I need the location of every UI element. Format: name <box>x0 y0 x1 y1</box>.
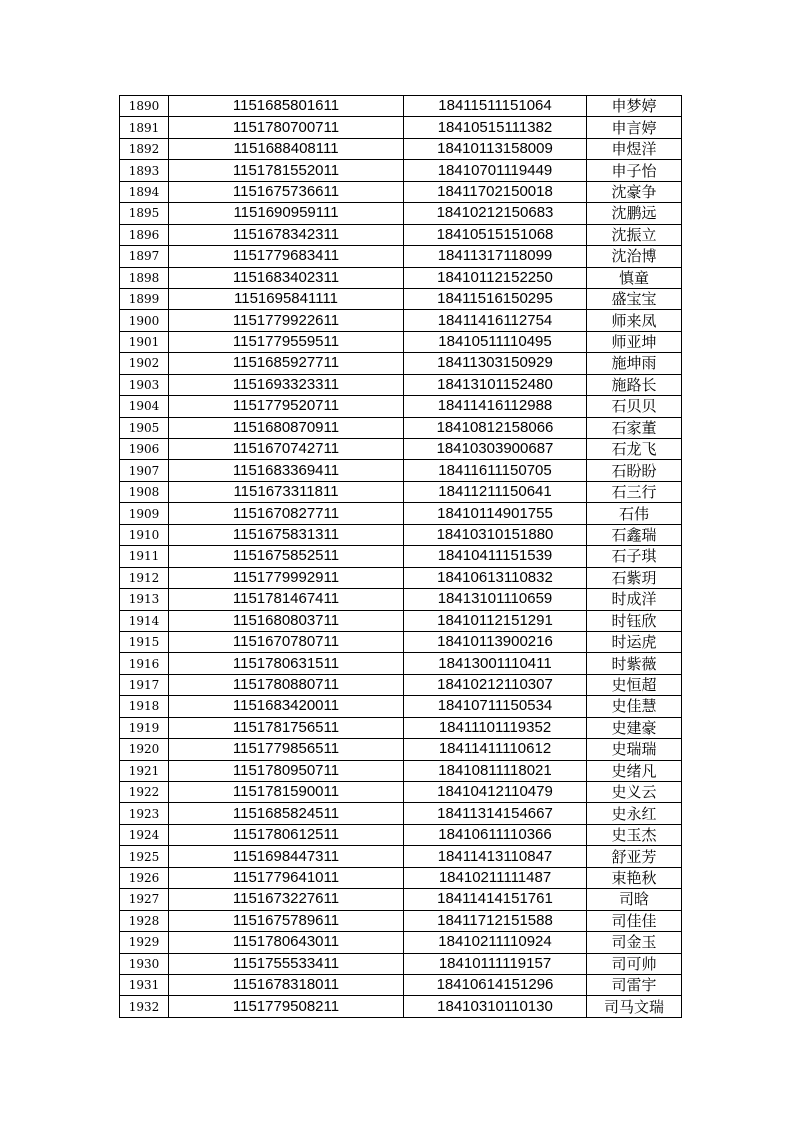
id-number-cell: 1151779992911 <box>169 567 404 588</box>
id-number-cell: 1151780950711 <box>169 760 404 781</box>
table-row <box>120 96 682 117</box>
table-row <box>120 717 682 738</box>
table-row <box>120 589 682 610</box>
name-cell: 石盼盼 <box>587 460 682 481</box>
row-index-cell: 1902 <box>120 353 169 374</box>
row-index-cell: 1909 <box>120 503 169 524</box>
table-row <box>120 288 682 309</box>
table-row <box>120 867 682 888</box>
row-index-cell: 1897 <box>120 246 169 267</box>
row-index-cell: 1895 <box>120 203 169 224</box>
id-number-cell: 1151698447311 <box>169 846 404 867</box>
row-index-cell: 1892 <box>120 138 169 159</box>
id-number-cell: 1151675736611 <box>169 181 404 202</box>
registration-number-cell: 18411416112988 <box>404 396 587 417</box>
table-row <box>120 481 682 502</box>
name-cell: 史恒超 <box>587 674 682 695</box>
registration-number-cell: 18411611150705 <box>404 460 587 481</box>
name-cell: 沈振立 <box>587 224 682 245</box>
id-number-cell: 1151683420011 <box>169 696 404 717</box>
row-index-cell: 1907 <box>120 460 169 481</box>
row-index-cell: 1927 <box>120 889 169 910</box>
id-number-cell: 1151673227611 <box>169 889 404 910</box>
table-row <box>120 782 682 803</box>
name-cell: 时运虎 <box>587 631 682 652</box>
registration-number-cell: 18410112152250 <box>404 267 587 288</box>
id-number-cell: 1151693323311 <box>169 374 404 395</box>
registration-number-cell: 18410111119157 <box>404 953 587 974</box>
name-cell: 慎童 <box>587 267 682 288</box>
table-row <box>120 460 682 481</box>
name-cell: 史建豪 <box>587 717 682 738</box>
table-row <box>120 546 682 567</box>
name-cell: 司晗 <box>587 889 682 910</box>
table-row <box>120 503 682 524</box>
row-index-cell: 1917 <box>120 674 169 695</box>
row-index-cell: 1906 <box>120 439 169 460</box>
name-cell: 沈豪争 <box>587 181 682 202</box>
registration-number-cell: 18410611110366 <box>404 824 587 845</box>
registration-number-cell: 18410515151068 <box>404 224 587 245</box>
table-row <box>120 803 682 824</box>
registration-number-cell: 18410411151539 <box>404 546 587 567</box>
registration-number-cell: 18411101119352 <box>404 717 587 738</box>
name-cell: 史玉杰 <box>587 824 682 845</box>
registration-number-cell: 18410515111382 <box>404 117 587 138</box>
id-number-cell: 1151678318011 <box>169 974 404 995</box>
row-index-cell: 1912 <box>120 567 169 588</box>
row-index-cell: 1900 <box>120 310 169 331</box>
row-index-cell: 1893 <box>120 160 169 181</box>
name-cell: 舒亚芳 <box>587 846 682 867</box>
row-index-cell: 1899 <box>120 288 169 309</box>
table-row <box>120 246 682 267</box>
table-row <box>120 953 682 974</box>
name-cell: 申言婷 <box>587 117 682 138</box>
id-number-cell: 1151673311811 <box>169 481 404 502</box>
id-number-cell: 1151680870911 <box>169 417 404 438</box>
table-row <box>120 910 682 931</box>
registration-number-cell: 18411516150295 <box>404 288 587 309</box>
table-row <box>120 138 682 159</box>
id-number-cell: 1151779856511 <box>169 739 404 760</box>
registration-number-cell: 18411303150929 <box>404 353 587 374</box>
id-number-cell: 1151781467411 <box>169 589 404 610</box>
registration-number-cell: 18410212150683 <box>404 203 587 224</box>
registration-number-cell: 18410812158066 <box>404 417 587 438</box>
name-cell: 石龙飞 <box>587 439 682 460</box>
table-row <box>120 224 682 245</box>
id-number-cell: 1151675852511 <box>169 546 404 567</box>
id-number-cell: 1151779559511 <box>169 331 404 352</box>
table-row <box>120 203 682 224</box>
name-cell: 施坤雨 <box>587 353 682 374</box>
registration-number-cell: 18410303900687 <box>404 439 587 460</box>
registration-number-cell: 18410701119449 <box>404 160 587 181</box>
table-row <box>120 739 682 760</box>
registration-number-cell: 18411317118099 <box>404 246 587 267</box>
id-number-cell: 1151781756511 <box>169 717 404 738</box>
id-number-cell: 1151685801611 <box>169 96 404 117</box>
name-cell: 司可帅 <box>587 953 682 974</box>
row-index-cell: 1901 <box>120 331 169 352</box>
name-cell: 盛宝宝 <box>587 288 682 309</box>
table-row <box>120 160 682 181</box>
id-number-cell: 1151779922611 <box>169 310 404 331</box>
id-number-cell: 1151690959111 <box>169 203 404 224</box>
registration-number-cell: 18413101110659 <box>404 589 587 610</box>
registration-number-cell: 18411414151761 <box>404 889 587 910</box>
name-cell: 沈治博 <box>587 246 682 267</box>
id-number-cell: 1151675789611 <box>169 910 404 931</box>
registration-number-cell: 18410511110495 <box>404 331 587 352</box>
name-cell: 史绪凡 <box>587 760 682 781</box>
id-number-cell: 1151780612511 <box>169 824 404 845</box>
id-number-cell: 1151678342311 <box>169 224 404 245</box>
name-cell: 司佳佳 <box>587 910 682 931</box>
row-index-cell: 1913 <box>120 589 169 610</box>
registration-number-cell: 18410112151291 <box>404 610 587 631</box>
row-index-cell: 1923 <box>120 803 169 824</box>
name-cell: 申煜洋 <box>587 138 682 159</box>
registration-number-cell: 18410113900216 <box>404 631 587 652</box>
row-index-cell: 1931 <box>120 974 169 995</box>
name-cell: 时钰欣 <box>587 610 682 631</box>
table-row <box>120 889 682 910</box>
row-index-cell: 1919 <box>120 717 169 738</box>
id-number-cell: 1151685927711 <box>169 353 404 374</box>
table-row <box>120 567 682 588</box>
name-cell: 沈鹏远 <box>587 203 682 224</box>
row-index-cell: 1928 <box>120 910 169 931</box>
table-row <box>120 974 682 995</box>
row-index-cell: 1908 <box>120 481 169 502</box>
id-number-cell: 1151680803711 <box>169 610 404 631</box>
row-index-cell: 1898 <box>120 267 169 288</box>
name-cell: 司马文瑞 <box>587 996 682 1017</box>
registration-number-cell: 18410212110307 <box>404 674 587 695</box>
row-index-cell: 1921 <box>120 760 169 781</box>
table-row <box>120 117 682 138</box>
table-row <box>120 653 682 674</box>
name-cell: 史佳慧 <box>587 696 682 717</box>
registration-number-cell: 18411314154667 <box>404 803 587 824</box>
registration-number-cell: 18410211110924 <box>404 932 587 953</box>
name-cell: 史义云 <box>587 782 682 803</box>
row-index-cell: 1925 <box>120 846 169 867</box>
registration-number-cell: 18410211111487 <box>404 867 587 888</box>
table-row <box>120 610 682 631</box>
table-row <box>120 417 682 438</box>
name-cell: 师亚坤 <box>587 331 682 352</box>
id-number-cell: 1151779508211 <box>169 996 404 1017</box>
registration-number-cell: 18410310110130 <box>404 996 587 1017</box>
name-cell: 石贝贝 <box>587 396 682 417</box>
registration-number-cell: 18410114901755 <box>404 503 587 524</box>
registration-number-cell: 18411211150641 <box>404 481 587 502</box>
id-number-cell: 1151670780711 <box>169 631 404 652</box>
row-index-cell: 1911 <box>120 546 169 567</box>
registration-number-cell: 18410310151880 <box>404 524 587 545</box>
registration-number-cell: 18413101152480 <box>404 374 587 395</box>
name-cell: 石家董 <box>587 417 682 438</box>
id-number-cell: 1151675831311 <box>169 524 404 545</box>
row-index-cell: 1916 <box>120 653 169 674</box>
id-number-cell: 1151683402311 <box>169 267 404 288</box>
id-number-cell: 1151780880711 <box>169 674 404 695</box>
registration-number-cell: 18413001110411 <box>404 653 587 674</box>
row-index-cell: 1930 <box>120 953 169 974</box>
table-row <box>120 439 682 460</box>
name-cell: 石鑫瑞 <box>587 524 682 545</box>
id-number-cell: 1151781590011 <box>169 782 404 803</box>
registration-number-cell: 18410412110479 <box>404 782 587 803</box>
table-row <box>120 181 682 202</box>
id-number-cell: 1151685824511 <box>169 803 404 824</box>
registration-number-cell: 18411411110612 <box>404 739 587 760</box>
row-index-cell: 1894 <box>120 181 169 202</box>
registration-number-cell: 18410113158009 <box>404 138 587 159</box>
table-row <box>120 267 682 288</box>
table-row <box>120 310 682 331</box>
row-index-cell: 1914 <box>120 610 169 631</box>
roster-table <box>119 95 682 1018</box>
table-row <box>120 524 682 545</box>
name-cell: 史永红 <box>587 803 682 824</box>
id-number-cell: 1151779683411 <box>169 246 404 267</box>
table-row <box>120 331 682 352</box>
row-index-cell: 1904 <box>120 396 169 417</box>
name-cell: 史瑞瑞 <box>587 739 682 760</box>
row-index-cell: 1932 <box>120 996 169 1017</box>
table-row <box>120 760 682 781</box>
id-number-cell: 1151695841111 <box>169 288 404 309</box>
row-index-cell: 1918 <box>120 696 169 717</box>
row-index-cell: 1920 <box>120 739 169 760</box>
id-number-cell: 1151670742711 <box>169 439 404 460</box>
row-index-cell: 1922 <box>120 782 169 803</box>
name-cell: 师来凤 <box>587 310 682 331</box>
table-row <box>120 396 682 417</box>
registration-number-cell: 18411702150018 <box>404 181 587 202</box>
id-number-cell: 1151780643011 <box>169 932 404 953</box>
table-row <box>120 674 682 695</box>
name-cell: 石紫玥 <box>587 567 682 588</box>
table-row <box>120 846 682 867</box>
registration-number-cell: 18410614151296 <box>404 974 587 995</box>
row-index-cell: 1926 <box>120 867 169 888</box>
row-index-cell: 1903 <box>120 374 169 395</box>
name-cell: 石伟 <box>587 503 682 524</box>
id-number-cell: 1151780700711 <box>169 117 404 138</box>
registration-number-cell: 18411712151588 <box>404 910 587 931</box>
name-cell: 时成洋 <box>587 589 682 610</box>
row-index-cell: 1929 <box>120 932 169 953</box>
table-row <box>120 374 682 395</box>
row-index-cell: 1896 <box>120 224 169 245</box>
name-cell: 时紫薇 <box>587 653 682 674</box>
name-cell: 司金玉 <box>587 932 682 953</box>
registration-number-cell: 18410613110832 <box>404 567 587 588</box>
row-index-cell: 1891 <box>120 117 169 138</box>
row-index-cell: 1910 <box>120 524 169 545</box>
name-cell: 申子怡 <box>587 160 682 181</box>
table-row <box>120 824 682 845</box>
id-number-cell: 1151755533411 <box>169 953 404 974</box>
registration-number-cell: 18410811118021 <box>404 760 587 781</box>
id-number-cell: 1151670827711 <box>169 503 404 524</box>
row-index-cell: 1915 <box>120 631 169 652</box>
id-number-cell: 1151688408111 <box>169 138 404 159</box>
table-row <box>120 996 682 1017</box>
row-index-cell: 1924 <box>120 824 169 845</box>
table-row <box>120 353 682 374</box>
name-cell: 施路长 <box>587 374 682 395</box>
name-cell: 司雷宇 <box>587 974 682 995</box>
id-number-cell: 1151779520711 <box>169 396 404 417</box>
table-row <box>120 696 682 717</box>
id-number-cell: 1151779641011 <box>169 867 404 888</box>
table-row <box>120 932 682 953</box>
id-number-cell: 1151781552011 <box>169 160 404 181</box>
roster-table-body <box>120 96 682 1018</box>
registration-number-cell: 18411511151064 <box>404 96 587 117</box>
table-row <box>120 631 682 652</box>
name-cell: 石三行 <box>587 481 682 502</box>
name-cell: 束艳秋 <box>587 867 682 888</box>
registration-number-cell: 18410711150534 <box>404 696 587 717</box>
id-number-cell: 1151780631511 <box>169 653 404 674</box>
row-index-cell: 1890 <box>120 96 169 117</box>
name-cell: 申梦婷 <box>587 96 682 117</box>
row-index-cell: 1905 <box>120 417 169 438</box>
registration-number-cell: 18411413110847 <box>404 846 587 867</box>
id-number-cell: 1151683369411 <box>169 460 404 481</box>
name-cell: 石子琪 <box>587 546 682 567</box>
registration-number-cell: 18411416112754 <box>404 310 587 331</box>
